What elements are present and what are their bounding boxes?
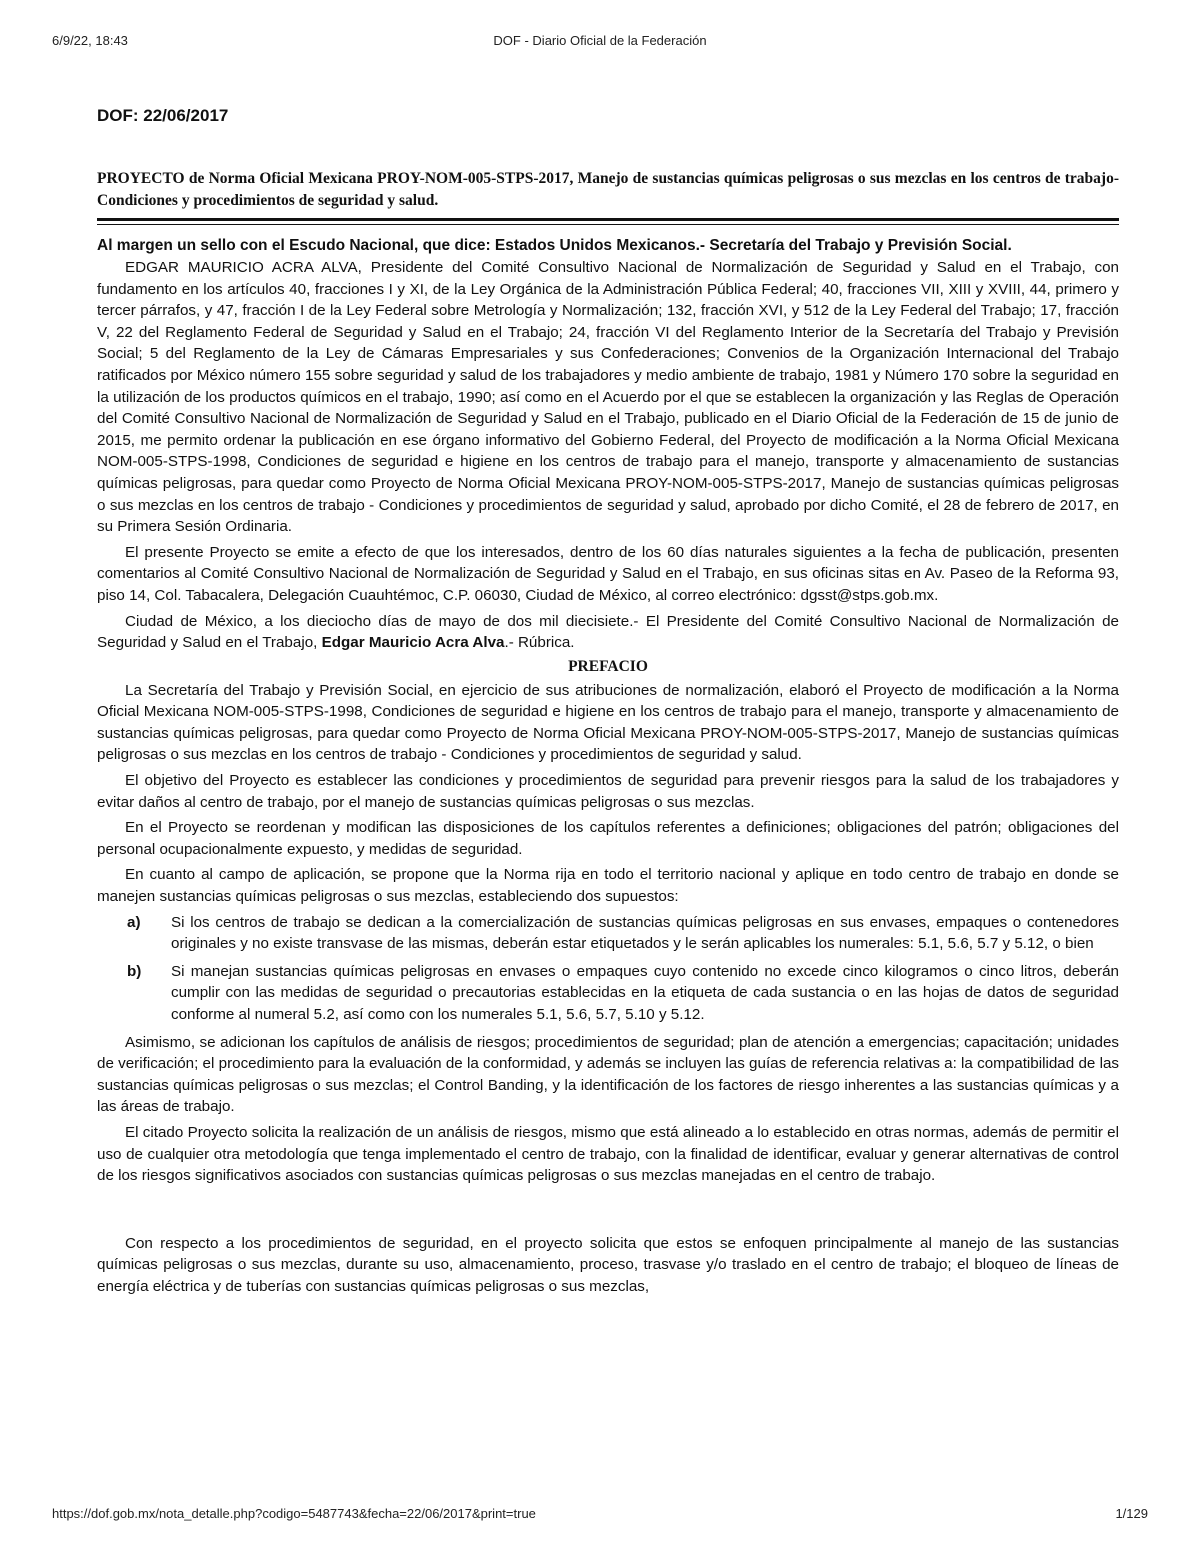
title-rule-thick	[97, 218, 1119, 221]
paragraph-3	[97, 611, 1119, 654]
paragraph-10: Con respecto a los procedimientos de seguridad, en el proyecto solicita que estos se enfoquen principalmente al manejo de las sustancias químicas peligrosas o sus mezclas, durante su uso, almacenamiento, proceso, trasvase y/o traslado en el centro de trabajo; el bloqueo de líneas de energía eléctrica y de tuberías con sustancias químicas peligrosas o sus mezclas,	[97, 1234, 1119, 1295]
list-item-label: b)	[127, 962, 142, 980]
paragraph-8: Asimismo, se adicionan los capítulos de análisis de riesgos; procedimientos de seguridad; plan de atención a emergencias; capacitación; unidades de verificación; el procedimiento para la evaluación de la conformidad, y además se incluyen las guías de referencia relativas a: la compatibilidad de las sustancias químicas peligrosas o sus mezclas; el Control Banding, y la identificación de los factores de riesgo inherentes a las sustancias químicas y a las áreas de trabajo.	[97, 1033, 1119, 1116]
print-datetime: 6/9/22, 18:43	[52, 33, 128, 48]
print-site-title: DOF - Diario Oficial de la Federación	[493, 33, 707, 48]
signatory-name: Edgar Mauricio Acra Alva	[321, 634, 505, 652]
list-item-b	[97, 961, 1119, 1026]
list-item-text: Si los centros de trabajo se dedican a la comercialización de sustancias químicas peligrosas en sus envases, empaques o contenedores originales y no existe transvase de las mismas, deberán estar etiquetados y le serán aplicables los numerales: 5.1, 5.6, 5.7 y 5.12, o bien	[171, 913, 1119, 953]
document-title: PROYECTO de Norma Oficial Mexicana PROY-NOM-005-STPS-2017, Manejo de sustancias químicas peligrosas o sus mezclas en los centros de trabajo-Condiciones y procedimientos de seguridad y salud.	[97, 170, 1119, 209]
margin-note: Al margen un sello con el Escudo Nacional, que dice: Estados Unidos Mexicanos.- Secretaría del Trabajo y Previsión Social.	[97, 237, 1012, 254]
prefacio-heading: PREFACIO	[568, 657, 648, 675]
paragraph-gap	[97, 1191, 1119, 1233]
paragraph-1: EDGAR MAURICIO ACRA ALVA, Presidente del Comité Consultivo Nacional de Normalización de Seguridad y Salud en el Trabajo, con fundamento en los artículos 40, fracciones I y XI, de la Ley Orgánica de la Administración Pública Federal; 40, fracciones VII, XIII y XVIII, 44, primero y tercer párrafos, y 47, fracción I de la Ley Federal sobre Metrología y Normalización; 132, fracción XVI, y 512 de la Ley Federal del Trabajo; 17, fracción V, 22 del Reglamento Federal de Seguridad y Salud en el Trabajo; 24, fracción VI del Reglamento Interior de la Secretaría del Trabajo y Previsión Social; 5 del Reglamento de la Ley de Cámaras Empresariales y sus Confederaciones; Convenios de la Organización Internacional del Trabajo ratificados por México número 155 sobre seguridad y salud de los trabajadores y medio ambiente de trabajo, 1981 y Número 170 sobre la seguridad en la utilización de los productos químicos en el trabajo, 1990; así como en el Acuerdo por el que se establecen la organización y las Reglas de Operación del Comité Consultivo Nacional de Normalización de Seguridad y Salud en el Trabajo, publicado en el Diario Oficial de la Federación de 15 de junio de 2015, me permito ordenar la publicación en ese órgano informativo del Gobierno Federal, del Proyecto de modificación a la Norma Oficial Mexicana NOM-005-STPS-1998, Condiciones de seguridad e higiene en los centros de trabajo para el manejo, transporte y almacenamiento de sustancias químicas peligrosas, para quedar como Proyecto de Norma Oficial Mexicana PROY-NOM-005-STPS-2017, Manejo de sustancias químicas peligrosas o sus mezclas en los centros de trabajo - Condiciones y procedimientos de seguridad y salud, aprobado por dicho Comité, el 28 de febrero de 2017, en su Primera Sesión Ordinaria.	[97, 259, 1119, 536]
paragraph-7: En cuanto al campo de aplicación, se propone que la Norma rija en todo el territorio nacional y aplique en todo centro de trabajo en donde se manejen sustancias químicas peligrosas o sus mezclas, estableciendo dos supuestos:	[97, 866, 1119, 906]
paragraph-4: La Secretaría del Trabajo y Previsión Social, en ejercicio de sus atribuciones de normalización, elaboró el Proyecto de modificación a la Norma Oficial Mexicana NOM-005-STPS-1998, Condiciones de seguridad e higiene en los centros de trabajo para el manejo, transporte y almacenamiento de sustancias químicas peligrosas, para quedar como Proyecto de Norma Oficial Mexicana PROY-NOM-005-STPS-2017, Manejo de sustancias químicas peligrosas o sus mezclas en los centros de trabajo - Condiciones y procedimientos de seguridad y salud.	[97, 681, 1119, 764]
paragraph-5: El objetivo del Proyecto es establecer las condiciones y procedimientos de seguridad para prevenir riesgos para la salud de los trabajadores y evitar daños al centro de trabajo, por el manejo de sustancias químicas peligrosas o sus mezclas.	[97, 772, 1119, 811]
print-footer	[52, 1506, 1148, 1524]
source-url: https://dof.gob.mx/nota_detalle.php?codigo=5487743&fecha=22/06/2017&print=true	[52, 1506, 536, 1521]
paragraph-2: El presente Proyecto se emite a efecto de que los interesados, dentro de los 60 días naturales siguientes a la fecha de publicación, presenten comentarios al Comité Consultivo Nacional de Normalización de Seguridad y Salud en el Trabajo, en sus oficinas sitas en Av. Paseo de la Reforma 93, piso 14, Col. Tabacalera, Delegación Cuauhtémoc, C.P. 06030, Ciudad de México, al correo electrónico: dgsst@stps.gob.mx.	[97, 543, 1119, 604]
signature-rubrica: .- Rúbrica.	[504, 634, 575, 652]
paragraph-6: En el Proyecto se reordenan y modifican las disposiciones de los capítulos referentes a definiciones; obligaciones del patrón; obligaciones del personal ocupacionalmente expuesto, y medidas de seguridad.	[97, 819, 1119, 858]
list-item-text: Si manejan sustancias químicas peligrosas en envases o empaques cuyo contenido no excede cinco kilogramos o cinco litros, deberán cumplir con las medidas de seguridad o precautorias establecidas en la etiqueta de cada sustancia o en las hojas de datos de seguridad conforme al numeral 5.2, así como con los numerales 5.1, 5.6, 5.7, 5.10 y 5.12.	[171, 962, 1119, 1023]
print-header	[52, 33, 1148, 51]
page-number: 1/129	[1115, 1506, 1148, 1521]
paragraph-9: El citado Proyecto solicita la realización de un análisis de riesgos, mismo que está alineado a lo establecido en otras normas, además de permitir el uso de cualquier otra metodología que tenga implementado el centro de trabajo, con la finalidad de identificar, evaluar y generar alternativas de control de los riesgos significativos asociados con sustancias químicas peligrosas o sus mezclas manejadas en el centro de trabajo.	[97, 1123, 1119, 1185]
dof-date: DOF: 22/06/2017	[97, 106, 229, 125]
list-item-a	[97, 912, 1119, 955]
list-item-label: a)	[127, 913, 141, 931]
document-body	[97, 100, 1119, 1302]
title-rule-thin	[97, 224, 1119, 225]
signature-intro: Ciudad de México, a los dieciocho días de mayo de dos mil diecisiete.- El Presidente del Comité Consultivo Nacional de Normalización de Seguridad y Salud en el Trabajo,	[97, 612, 1119, 652]
